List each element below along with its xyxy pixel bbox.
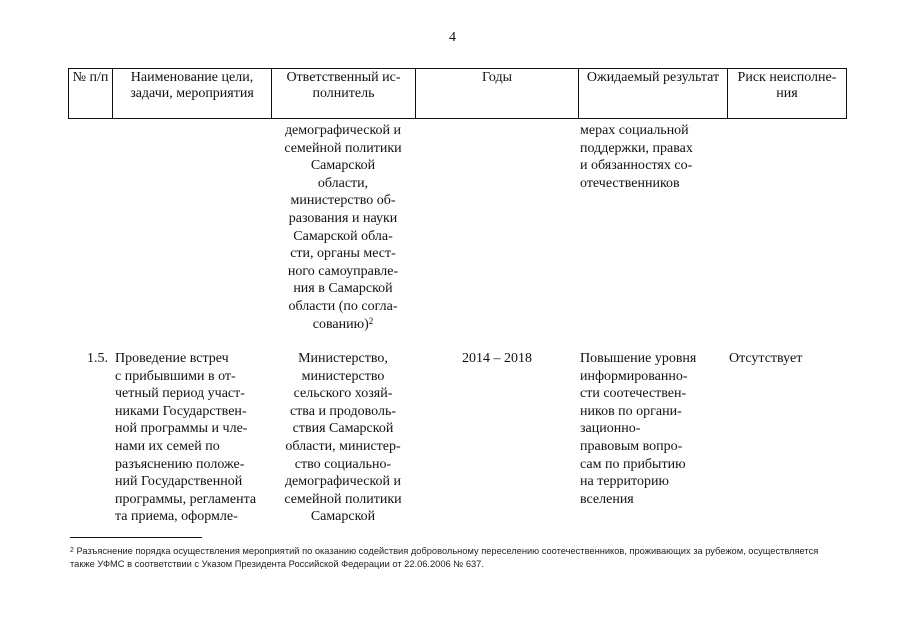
text-line: мерах социальной (580, 123, 689, 138)
text-line: министерство (301, 368, 385, 384)
footnote-marker: 2 (70, 547, 74, 554)
text-line: министерство об- (290, 193, 396, 209)
text-line: на территорию (580, 474, 669, 490)
table-body (68, 118, 846, 525)
text-line: вселения (580, 491, 634, 507)
text-line: информированно- (580, 368, 688, 384)
text-line: Самарской (310, 158, 376, 174)
text-line: та приема, оформле- (115, 509, 238, 525)
header-risk: Риск неисполнения (728, 69, 847, 119)
row-years: 2014 – 2018 (462, 351, 532, 366)
text-line: отечественников (580, 175, 680, 191)
footnote-divider (70, 537, 202, 538)
row-risk: Отсутствует (729, 351, 803, 366)
text-line: ния в Самарской (293, 281, 393, 297)
text-line: и обязанностях со- (580, 158, 693, 174)
text-line: поддержки, правах (580, 140, 693, 156)
program-table (68, 68, 847, 119)
footnote (70, 545, 840, 571)
text-line: сельского хозяй- (293, 386, 393, 402)
text-line: Министерство, (298, 351, 388, 366)
text-line: сти соотечествен- (580, 386, 687, 402)
text-line: никами Государствен- (115, 403, 247, 419)
header-executor: Ответственный исполнитель (272, 69, 416, 119)
text-line: Самарской обла- (293, 228, 393, 244)
text-line: программы, регламента (115, 491, 257, 507)
header-years: Годы (416, 69, 579, 119)
footnote-ref[interactable]: 2 (368, 315, 374, 326)
text-line: ников по органи- (580, 403, 682, 419)
text-line: демографической и (284, 474, 402, 490)
text-line: Повышение уровня (580, 351, 697, 366)
continuation-executor (274, 122, 412, 333)
text-line: нами их семей по (115, 438, 220, 454)
header-number: № п/п (69, 69, 113, 119)
text-line (274, 316, 412, 334)
text-line: семейной политики (284, 140, 402, 156)
text-line: разъяснению положе- (115, 456, 245, 472)
header-result: Ожидаемый результат (579, 69, 728, 119)
text-line: четный период участ- (115, 386, 245, 402)
text-line: ного самоуправле- (287, 263, 399, 279)
text-line: сти, органы мест- (290, 246, 396, 262)
text-line: правовым вопро- (580, 438, 683, 454)
header-name: Наименование цели, задачи, мероприятия (113, 69, 272, 119)
text-line: ства и продоволь- (289, 403, 397, 419)
text-line: зационно- (580, 421, 641, 437)
page-number: 4 (449, 30, 456, 45)
text-line: ствия Самарской (292, 421, 394, 437)
text-line: с прибывшими в от- (115, 368, 236, 384)
text-line: области, (317, 175, 369, 191)
text-line: демографической и (284, 123, 402, 138)
text-line: ной программы и чле- (115, 421, 248, 437)
text-line: области (по согла- (288, 298, 398, 314)
text-line: Проведение встреч (115, 351, 229, 366)
text-line: области, министер- (285, 438, 401, 454)
footnote-text: Разъяснение порядка осуществления мероприятий по оказанию содействия добровольному переселению соотечественников, проживающих за рубежом, осуществляется также УФМС в соответствии с Указом Президента Российской Федерации от 22.06.2006 № 637. (70, 546, 819, 569)
text-line-end: сованию) (312, 316, 369, 332)
row-number: 1.5. (87, 351, 108, 366)
table-header-row (69, 69, 847, 119)
text-line: ство социально- (294, 456, 392, 472)
text-line: сам по прибытию (580, 456, 686, 472)
row-executor (274, 350, 412, 526)
row-result (580, 350, 725, 508)
text-line: семейной политики (284, 491, 402, 507)
text-line: Самарской (310, 509, 376, 525)
continuation-result (580, 122, 725, 192)
text-line: разования и науки (288, 210, 398, 226)
text-line: ний Государственной (115, 474, 243, 490)
row-name (115, 350, 268, 526)
